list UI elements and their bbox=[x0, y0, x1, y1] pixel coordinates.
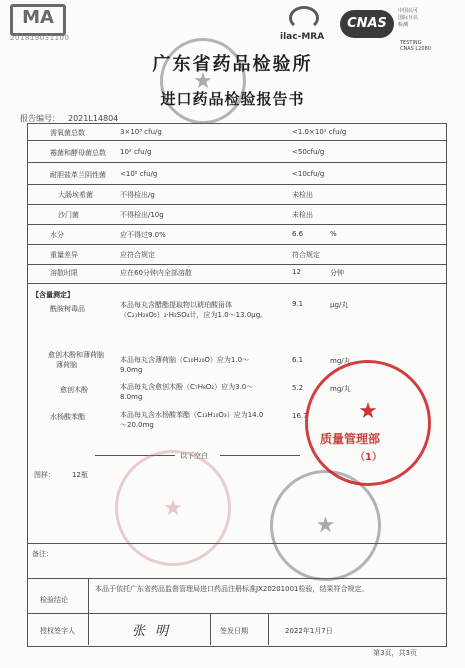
row-divider bbox=[27, 224, 447, 225]
row-item: 大肠埃希菌 bbox=[58, 191, 93, 199]
row-result: 未检出 bbox=[292, 211, 313, 219]
faint-seal bbox=[115, 450, 231, 566]
row-standard: 应在60分钟内全部溶散 bbox=[120, 269, 192, 277]
seal-star-icon: ★ bbox=[163, 495, 183, 521]
illustration-label: 图样： bbox=[34, 471, 55, 479]
assay-standard: 本品每丸含愈创木酚（C₇H₈O₂）应为3.0～8.0mg bbox=[120, 383, 254, 401]
assay-item: 水杨酸苯酯 bbox=[50, 413, 85, 421]
row-unit: 分钟 bbox=[330, 269, 344, 277]
assay-result: 16.7 bbox=[292, 412, 308, 420]
row-item: 重量差异 bbox=[50, 251, 78, 259]
column-divider bbox=[210, 613, 211, 645]
assay-unit: mg/丸 bbox=[330, 385, 351, 393]
conclusion-divider bbox=[27, 578, 447, 579]
assay-unit: μg/丸 bbox=[330, 301, 349, 309]
row-divider bbox=[27, 264, 447, 265]
end-line-right bbox=[220, 455, 300, 456]
report-number-label: 报告编号： bbox=[20, 114, 60, 123]
row-item: 需氧菌总数 bbox=[50, 129, 85, 137]
quality-dept-seal bbox=[305, 360, 431, 486]
row-result: <10cfu/g bbox=[292, 170, 325, 178]
assay-result: 5.2 bbox=[292, 384, 304, 392]
row-divider bbox=[27, 283, 447, 284]
quality-dept-label: 质量管理部 bbox=[320, 432, 381, 446]
issue-date-label: 签发日期 bbox=[220, 627, 248, 635]
row-result: 未检出 bbox=[292, 191, 313, 199]
gray-seal bbox=[270, 470, 381, 581]
row-standard: 不得检出/10g bbox=[120, 211, 164, 219]
assay-section-label: 【含量测定】 bbox=[32, 291, 74, 299]
conclusion-text: 本品于依托广东省药品监督管理局进口药品注册标准JX20201001检验，结果符合规定。 bbox=[95, 585, 369, 593]
assay-standard: 本品每丸含水杨酸苯酯（C₁₃H₁₀O₃）应为14.0～20.0mg bbox=[120, 411, 264, 429]
row-item: 沙门菌 bbox=[58, 211, 79, 219]
seal-star-icon: ★ bbox=[193, 68, 213, 94]
conclusion-label: 检验结论 bbox=[40, 596, 68, 604]
row-unit: % bbox=[330, 230, 337, 238]
row-result: 12 bbox=[292, 268, 301, 276]
assay-standard: 本品每丸含醋酯提取物以琥珀酸甾体（C₂₁H₂₈O₅）₂·H₂SO₄计，应为1.0～13.0μg。 bbox=[120, 301, 268, 319]
row-item: 水分 bbox=[50, 231, 64, 239]
assay-result: 9.1 bbox=[292, 300, 304, 308]
row-standard: <10² cfu/g bbox=[120, 170, 158, 178]
row-result: 6.6 bbox=[292, 230, 304, 238]
row-item: 耐胆盐革兰阴性菌 bbox=[50, 171, 106, 179]
row-divider bbox=[27, 140, 447, 141]
org-name: 广东省药品检验所 bbox=[152, 54, 313, 75]
remarks-divider bbox=[27, 543, 447, 544]
row-divider bbox=[27, 244, 447, 245]
row-divider bbox=[27, 162, 447, 163]
ma-logo: MA bbox=[10, 4, 66, 36]
assay-item: 酰胺树毒品 bbox=[50, 305, 85, 313]
end-marker: 以下空白 bbox=[180, 452, 208, 460]
row-result: 符合规定 bbox=[292, 251, 320, 259]
row-standard: 不得检出/g bbox=[120, 191, 155, 199]
row-standard: 3×10³ cfu/g bbox=[120, 128, 162, 136]
row-divider bbox=[27, 204, 447, 205]
ilac-text: ilac-MRA bbox=[280, 32, 325, 42]
cnas-caption-line: 检测 bbox=[398, 22, 409, 28]
column-divider bbox=[88, 578, 89, 645]
seal-star-icon: ★ bbox=[315, 513, 336, 538]
page-info: 第3页，共3页 bbox=[373, 649, 417, 657]
cnas-logo: CNAS bbox=[340, 10, 394, 38]
row-result: <1.0×10¹ cfu/g bbox=[292, 128, 347, 136]
row-standard: 应符合规定 bbox=[120, 251, 155, 259]
ma-number: 201819031100 bbox=[10, 34, 70, 42]
row-standard: 应不得过9.0% bbox=[120, 231, 166, 239]
quality-dept-sub: （1） bbox=[355, 452, 382, 463]
report-number-value: 2021L14804 bbox=[68, 114, 119, 123]
column-divider bbox=[268, 613, 269, 645]
authorized-label: 授权签字人 bbox=[40, 627, 75, 635]
cnas-caption-line: 国际互认 bbox=[398, 15, 419, 21]
row-item: 溶散时限 bbox=[50, 269, 78, 277]
row-standard: 10² cfu/g bbox=[120, 148, 152, 156]
assay-unit: mg/丸 bbox=[330, 357, 351, 365]
seal-star-icon: ★ bbox=[358, 398, 378, 424]
illustration-value: 12瓶 bbox=[72, 471, 88, 479]
assay-item: 愈创木酚和薄荷脑 bbox=[48, 351, 104, 359]
remarks-label: 备注： bbox=[32, 550, 53, 558]
ilac-ring-icon bbox=[289, 6, 319, 30]
row-item: 霉菌和酵母菌总数 bbox=[50, 149, 106, 157]
cnas-caption-line: CNAS L2080 bbox=[400, 46, 431, 52]
ilac-logo bbox=[280, 6, 328, 44]
cnas-caption-line: 中国认可 bbox=[398, 8, 419, 14]
assay-item: 愈创木酚 bbox=[60, 386, 88, 394]
signature: 张 明 bbox=[132, 624, 172, 639]
assay-result: 6.1 bbox=[292, 356, 304, 364]
cnas-caption-line: TESTING bbox=[400, 40, 422, 46]
row-divider bbox=[27, 184, 447, 185]
report-title: 进口药品检验报告书 bbox=[160, 90, 305, 108]
cnas-caption bbox=[398, 8, 418, 29]
assay-item-sub: 薄荷脑 bbox=[56, 361, 77, 369]
issue-date: 2022年1月7日 bbox=[285, 627, 333, 635]
signature-divider bbox=[27, 613, 447, 614]
row-result: <50cfu/g bbox=[292, 148, 325, 156]
assay-standard: 本品每丸含薄荷脑（C₁₀H₂₀O）应为1.0～9.0mg bbox=[120, 356, 250, 374]
